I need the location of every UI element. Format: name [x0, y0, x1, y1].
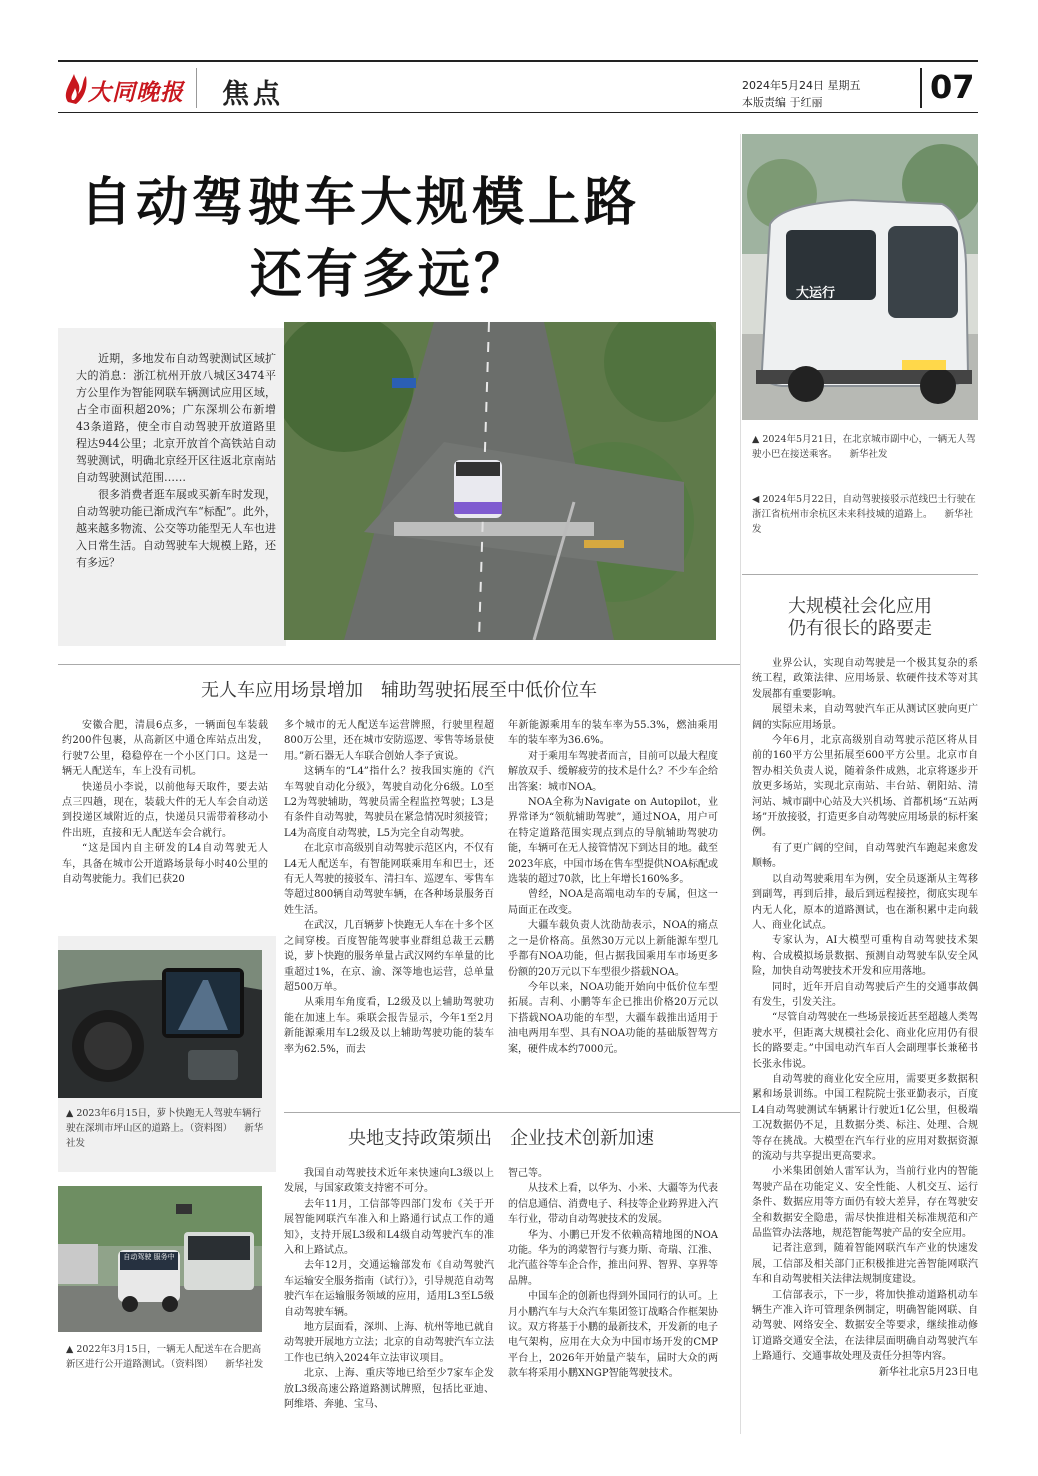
- issue-date: 2024年5月24日 星期五: [742, 79, 861, 92]
- lead-paragraph-2: 很多消费者逛车展或买新车时发现，自动驾驶功能已渐成汽车“标配”。此外，越来越多物流、公交等功能型无人车也进入日常生活。自动驾驶车大规模上路，还有多远？: [76, 488, 276, 569]
- caption-left-bottom-text: ▲ 2022年3月15日，一辆无人配送车在合肥高新区进行公开道路测试。（资料图）: [66, 1344, 262, 1370]
- s2c1-p5: 北京、上海、重庆等地已给至少7家车企发放L3级高速公路道路测试牌照，包括比亚迪、阿维塔、奔驰、宝马、: [284, 1368, 494, 1411]
- s1c3-p5: 大疆车载负责人沈劭劼表示，NOA的痛点之一是价格高。虽然30万元以上新能源车型几乎都有NOA功能，但占据我国乘用车市场更多份额的20万元以下车型很少搭载NOA。: [508, 920, 718, 978]
- caption-top-right-text: ▲ 2024年5月21日，在北京城市副中心，一辆无人驾驶小巴在接送乘客。: [752, 434, 976, 460]
- section2-column-2: [508, 1166, 718, 1382]
- s1c2-p4: 在武汉，几百辆萝卜快跑无人车在十多个区之间穿梭。百度智能驾驶事业群组总裁王云鹏说，萝卜快跑的服务单量占武汉网约车单量的比重超过1%，在京、渝、深等地也运营，总单量超500万单。: [284, 920, 494, 993]
- s2c2-p3: 华为、小鹏已开发不依赖高精地图的NOA功能。华为的鸿蒙智行与赛力斯、奇瑞、江淮、北汽蓝谷等车企合作，推出问界、智界、享界等品牌。: [508, 1229, 718, 1287]
- column-separator-right: [740, 134, 741, 1434]
- caption-left-mid: [66, 1106, 266, 1151]
- s3-p2: 展望未来，自动驾驶汽车正从测试区驶向更广阔的实际应用场景。: [752, 704, 978, 731]
- s2c1-p3: 去年12月，交通运输部发布《自动驾驶汽车运输安全服务指南（试行）》，引导规范自动驾驶汽车在运输服务领域的应用，适用L3至L5级自动驾驶车辆。: [284, 1260, 494, 1318]
- s1c3-p2: 对于乘用车驾驶者而言，目前可以最大程度解放双手、缓解疲劳的技术是什么？不少车企给出答案：城市NOA。: [508, 750, 718, 793]
- bus-sign-text: 大运行: [796, 286, 836, 301]
- section1-column-3: [508, 718, 718, 1057]
- lead-paragraph-1: 近期，多地发布自动驾驶测试区域扩大的消息：浙江杭州开放八城区3474平方公里作为智能网联车辆测试应用区域，占全市面积超20%；广东深圳公布新增43条道路，使全市自动驾驶开放道路里程达944公里；北京开放首个高铁站自动驾驶测试，明确北京经开区往返北京南站自动驾驶测试范围……: [76, 352, 276, 484]
- s2c2-p4: 中国车企的创新也得到外国同行的认可。上月小鹏汽车与大众汽车集团签订战略合作框架协议。双方将基于小鹏的最新技术，开发新的电子电气架构，应用在大众为中国市场开发的CMP平台上，2026年开始量产装车，届时大众的两款车将采用小鹏XNGP智能驾驶技术。: [508, 1291, 718, 1380]
- s1c2-p1: 多个城市的无人配送车运营牌照，行驶里程超800万公里，还在城市安防巡逻、零售等场景使用。”新石器无人车联合创始人李子寅说。: [284, 720, 494, 762]
- masthead-top-rule: [58, 60, 978, 62]
- caption-left-bottom-credit: 新华社发: [225, 1359, 264, 1370]
- page-editor: 本版责编 于红丽: [742, 96, 823, 109]
- s3-p5: 以自动驾驶乘用车为例，安全员逐渐从主驾移到副驾，再到后排，最后到远程接控，彻底实现车内无人化，原本的道路测试，也在渐积累中走向载人、商业化试点。: [752, 873, 978, 931]
- s3-p4: 有了更广阔的空间，自动驾驶汽车跑起来愈发顺畅。: [752, 842, 978, 870]
- s3-p1: 业界公认，实现自动驾驶是一个极其复杂的系统工程，政策法律、应用场景、软硬件技术等对其发展都有重要影响。: [752, 658, 978, 700]
- s3-p6: 专家认为，AI大模型可重构自动驾驶技术架构、合成模拟场景数据、预测自动驾驶车队安全风险，加快自动驾驶技术开发和应用落地。: [752, 935, 978, 978]
- newspaper-logo: [58, 66, 188, 110]
- s3-p12: 工信部表示，下一步，将加快推动道路机动车辆生产准入许可管理条例制定，明确智能网联、自动驾驶、网络安全、数据安全等要求，继续推动修订道路交通安全法，在法律层面明确自动驾驶汽车上路通行、交通事故处理及责任分担等内容。: [752, 1289, 978, 1363]
- s1c1-p2: 快递员小李说，以前他每天取件，要去站点三四趟，现在，装载大件的无人车会自动送到投递区域附近的点，快递员只需带着移动小件出班，直接和无人配送车会合就行。: [62, 781, 268, 839]
- caption-left-bottom: [66, 1342, 266, 1372]
- minibus-illustration: [742, 134, 978, 420]
- section-name: 焦点: [222, 79, 284, 110]
- s2c2-p1: 智己等。: [508, 1168, 548, 1179]
- s3-p9: 自动驾驶的商业化安全应用，需要更多数据积累和场景训练。中国工程院院士张亚勤表示，百度L4自动驾驶测试车辆累计行驶近1亿公里，但极端工况数据仍不足，且数据分类、标注、处理、合规等存在挑战。大模型在汽车行业的应用对数据资源的流动与共享提出更高要求。: [752, 1073, 978, 1162]
- caption-left-mid-text: ▲ 2023年6月15日，萝卜快跑无人驾驶车辆行驶在深圳市坪山区的道路上。（资料图）: [66, 1108, 262, 1134]
- section3-column: [752, 656, 978, 1380]
- s1c2-p2: 这辆车的“L4”指什么？按我国实施的《汽车驾驶自动化分级》，驾驶自动化分6级。L0至L2为驾驶辅助，驾驶员需全程监控驾驶；L3是有条件自动驾驶，驾驶员在紧急情况时须接管；L4为高度自动驾驶，L5为完全自动驾驶。: [284, 766, 494, 839]
- section3-heading-line-1: 大规模社会化应用: [788, 596, 932, 617]
- s1c2-p3: 在北京市高级别自动驾驶示范区内，不仅有L4无人配送车，有智能网联乘用车和巴士，还有无人驾驶的接驳车、清扫车、巡逻车、零售车等超过800辆自动驾驶车辆，在各种场景服务百姓生活。: [284, 843, 494, 916]
- caption-left-mid-credit: 新华社发: [66, 1123, 264, 1149]
- headline-line-2: 还有多远？: [250, 244, 531, 305]
- s1c1-p1: 安徽合肥，清晨6点多，一辆面包车装载约200件包裹，从高新区中通仓库站点出发，行驶7公里，稳稳停在一个小区门口。这是一辆无人配送车，车上没有司机。: [62, 720, 268, 778]
- s2c1-p2: 去年11月，工信部等四部门发布《关于开展智能网联汽车准入和上路通行试点工作的通知》，支持开展L3级和L4级自动驾驶汽车的准入和上路试点。: [284, 1198, 494, 1257]
- s3-p8: “尽管自动驾驶在一些场景接近甚至超越人类驾驶水平，但距离大规模社会化、商业化应用仍有很长的路要走。”中国电动汽车百人会副理事长兼秘书长张永伟说。: [752, 1012, 978, 1070]
- section2-heading: 央地支持政策频出 企业技术创新加速: [348, 1128, 654, 1149]
- headline-line-1: 自动驾驶车大规模上路: [80, 172, 641, 233]
- s3-p3: 今年6月，北京高级别自动驾驶示范区将从目前的160平方公里拓展至600平方公里。北京市自智办相关负责人说，随着条件成熟，北京将逐步开放更多场站，实现北京南站、丰台站、朝阳站、清河站、城市副中心站及大兴机场、首都机场“五站两场”开放接驳，打造更多自动驾驶应用场景的标杆案例。: [752, 735, 978, 839]
- section3-heading-line-2: 仍有很长的路要走: [788, 618, 932, 639]
- caption-top-right-credit: 新华社发: [849, 449, 888, 460]
- delivery-screen-text: 自动驾驶 服务中: [123, 1253, 175, 1261]
- section1-column-2: [284, 718, 494, 1057]
- section1-column-1: [62, 718, 268, 887]
- s1c3-p3: NOA全称为Navigate on Autopilot，业界常译为“领航辅助驾驶”，通过NOA，用户可在特定道路范围实现点到点的导航辅助驾驶功能，车辆可在无人接管情况下到达目的地。截至2023年底，中国市场在售车型提供NOA标配或选装的超过70款，比上年增长160%多。: [508, 797, 718, 886]
- s3-p11: 记者注意到，随着智能网联汽车产业的快速发展，工信部及相关部门正积极推进完善智能网联汽车和自动驾驶相关法律法规制度建设。: [752, 1243, 978, 1286]
- s1c3-p1: 年新能源乘用车的装车率为55.3%，燃油乘用车的装车率为36.6%。: [508, 720, 718, 747]
- logo-text: 大同晚报: [88, 79, 184, 106]
- caption-center-photo: [752, 492, 978, 537]
- s1c3-p6: 今年以来，NOA功能开始向中低价位车型拓展。吉利、小鹏等车企已推出价格20万元以下搭载NOA功能的车型，大疆车载推出适用于油电两用车型、具有NOA功能的基础版智驾方案，硬件成本约7000元。: [508, 981, 718, 1055]
- photo-robotaxi-interior: [58, 950, 262, 1098]
- robotaxi-interior-illustration: [58, 950, 262, 1098]
- section1-top-rule: [58, 664, 740, 665]
- photo-aerial-road-bus: [284, 322, 716, 640]
- s1c1-p3: “这是国内自主研发的L4自动驾驶无人车，具备在城市公开道路场景每小时40公里的自动驾驶能力。我们已获20: [62, 843, 268, 886]
- caption-center-text: ◀ 2024年5月22日，自动驾驶接驳示范线巴士行驶在浙江省杭州市余杭区未来科技城的道路上。: [752, 494, 976, 520]
- s3-p7: 同时，近年开启自动驾驶后产生的交通事故偶有发生，引发关注。: [752, 981, 978, 1008]
- section2-column-1: [284, 1166, 494, 1413]
- section-divider: [196, 68, 197, 108]
- section3-top-rule: [742, 574, 978, 575]
- section1-heading: 无人车应用场景增加 辅助驾驶拓展至中低价位车: [201, 680, 597, 701]
- s2c1-p1: 我国自动驾驶技术近年来快速向L3级以上发展，与国家政策支持密不可分。: [284, 1168, 494, 1195]
- page-number-divider: [920, 68, 922, 108]
- caption-center-credit: 新华社发: [752, 509, 974, 535]
- photo-driverless-minibus: [742, 134, 978, 420]
- aerial-road-illustration: [284, 322, 716, 640]
- s2c2-p2: 从技术上看，以华为、小米、大疆等为代表的信息通信、消费电子、科技等企业跨界进入汽车行业，带动自动驾驶技术的发展。: [508, 1183, 718, 1226]
- s1c2-p5: 从乘用车角度看，L2级及以上辅助驾驶功能在加速上车。乘联会报告显示，今年1至2月新能源乘用车L2级及以上辅助驾驶功能的装车率为62.5%，而去: [284, 997, 494, 1055]
- s1c3-p4: 曾经，NOA是高端电动车的专属，但这一局面正在改变。: [508, 889, 718, 916]
- lead-text: [76, 350, 276, 571]
- s3-signoff: 新华社北京5月23日电: [878, 1366, 978, 1378]
- section2-top-rule: [284, 1112, 740, 1113]
- photo-delivery-vehicle: [58, 1186, 262, 1332]
- s3-p10: 小米集团创始人雷军认为，当前行业内的智能驾驶产品在功能定义、安全性能、人机交互、运行条件、数据应用等方面仍有较大差异，存在驾驶安全和数据安全隐患，需尽快推进相关标准规范和产品监管办法落地，规范智能驾驶产品的安全应用。: [752, 1166, 978, 1240]
- masthead-bottom-rule: [58, 112, 978, 113]
- s2c1-p4: 地方层面看，深圳、上海、杭州等地已就自动驾驶开展地方立法；北京的自动驾驶汽车立法工作也已纳入2024年立法审议项目。: [284, 1322, 494, 1364]
- page-number: 07: [930, 68, 975, 106]
- caption-top-right: [752, 432, 978, 462]
